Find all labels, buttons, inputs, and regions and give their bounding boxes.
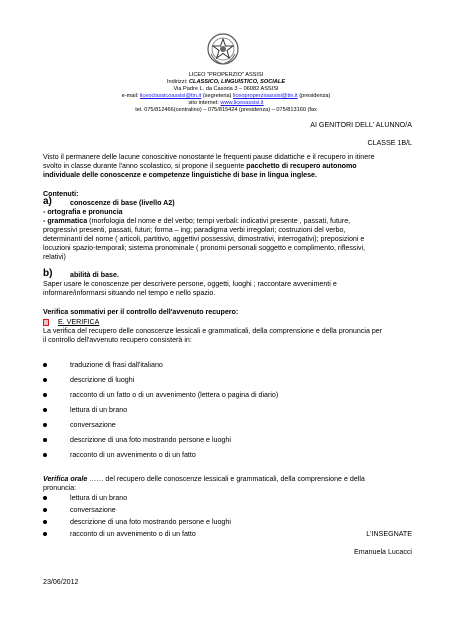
bullet-icon — [43, 378, 47, 382]
bullet-icon — [43, 508, 47, 512]
bullet-icon — [43, 423, 47, 427]
orale-line-2: pronuncia: — [43, 484, 77, 492]
class-line: CLASSE 1B/L — [367, 139, 412, 147]
recipient-line: AI GENITORI DELL' ALUNNO/A — [310, 121, 412, 129]
email-link-presidenza[interactable]: liceoproperzioassisi@tin.it — [232, 93, 298, 99]
verifica-desc-2: il controllo dell'avvenuto recupero consisterà in: — [43, 336, 192, 344]
grammatica-line-3: determinanti del nome ( articoli, partitivo, aggettivi possessivi, dimostrativi, interrogativi); preposizioni e — [43, 235, 365, 243]
intro-line-2: svolto in classe durante l'anno scolastico, si propone il seguente pacchetto di recupero autonomo — [43, 162, 357, 170]
grammatica-line-1: - grammatica (morfologia del nome e del verbo; tempi verbali: indicativi presente , passati, future, — [43, 217, 351, 225]
email-link-segreteria[interactable]: liceoclassicoassisi@tin.it — [139, 93, 202, 99]
grammatica-line-5: relativi) — [43, 253, 66, 261]
list-item: conversazione — [70, 421, 116, 430]
bullet-icon — [43, 363, 47, 367]
school-website: sito internet: www.liceoassisi.it — [188, 100, 264, 106]
verifica-heading: E. VERIFICA — [58, 318, 100, 326]
school-emails: e-mail: liceoclassicoassisi@tin.it (segreteria) liceoproperzioassisi@tin.it (presidenza) — [121, 93, 331, 99]
signature-role: L'INSEGNATE — [366, 530, 412, 538]
signature-name: Emanuela Lucacci — [354, 548, 412, 556]
list-item: descrizione di una foto mostrando persone e luoghi — [70, 518, 231, 527]
intro-line-1: Visto il permanere delle lacune conoscitive nonostante le frequenti pause didattiche e il recupero in itinere — [43, 153, 375, 161]
abilita-line-1: Saper usare le conoscenze per descrivere persone, oggetti, luoghi ; raccontare avvenimenti e — [43, 280, 337, 288]
contenuti-title: Contenuti: — [43, 190, 79, 198]
school-indirizzi: Indirizzi: CLASSICO, LINGUISTICO, SOCIALE — [166, 79, 286, 85]
school-name: LICEO "PROPERZIO" ASSISI — [188, 72, 264, 78]
bullet-icon — [43, 532, 47, 536]
bullet-icon — [43, 453, 47, 457]
verifica-desc-1: La verifica del recupero delle conoscenze lessicali e grammaticali, della comprensione e della pronuncia per — [43, 327, 383, 335]
red-bullet-icon — [43, 319, 49, 326]
bullet-icon — [43, 393, 47, 397]
bullet-icon — [43, 520, 47, 524]
list-item: traduzione di frasi dall'italiano — [70, 361, 163, 370]
list-item: racconto di un fatto o di un avvenimento (lettera o pagina di diario) — [70, 391, 278, 400]
list-item: racconto di un avvenimento o di un fatto — [70, 530, 196, 539]
list-item: lettura di un brano — [70, 406, 127, 415]
list-item: descrizione di luoghi — [70, 376, 134, 385]
republic-emblem-icon — [206, 32, 240, 66]
school-address: Via Padre L. da Casoria 3 – 06082 ASSISI — [173, 86, 279, 92]
section-a-title: conoscenze di base (livello A2) — [70, 199, 175, 207]
intro-line-3: individuale delle conoscenze e competenze linguistiche di base in lingua inglese. — [43, 171, 317, 179]
ortografia-label: - ortografia e pronuncia — [43, 208, 123, 216]
list-item: descrizione di una foto mostrando persone e luoghi — [70, 436, 231, 445]
bullet-icon — [43, 496, 47, 500]
school-phone: tel. 075/812466(centralino) – 075/815424 (presidenza) – 075/813160 (fax — [135, 107, 317, 113]
verifica-title: Verifica sommativi per il controllo dell'avvenuto recupero: — [43, 308, 239, 316]
section-b-marker: b) — [43, 268, 53, 279]
grammatica-line-4: locuzioni spazio-temporali; sistema pronominale ( pronomi personali soggetto e complimento, riflessivi, — [43, 244, 366, 252]
document-date: 23/06/2012 — [43, 578, 79, 586]
bullet-icon — [43, 438, 47, 442]
abilita-line-2: informare/informarsi situando nel tempo e nello spazio. — [43, 289, 216, 297]
list-item: conversazione — [70, 506, 116, 515]
website-link[interactable]: www.liceoassisi.it — [220, 100, 264, 106]
bullet-icon — [43, 408, 47, 412]
list-item: racconto di un avvenimento o di un fatto — [70, 451, 196, 460]
section-a-marker: a) — [43, 196, 52, 207]
list-item: lettura di un brano — [70, 494, 127, 503]
grammatica-line-2: progressivi presenti, passati, futuri; forma – ing; paradigma verbi irregolari; costruzioni del verbo, — [43, 226, 346, 234]
section-b-title: abilità di base. — [70, 271, 119, 279]
orale-line-1: Verifica orale …… del recupero delle conoscenze lessicali e grammaticali, della comprensione e della — [43, 475, 365, 483]
